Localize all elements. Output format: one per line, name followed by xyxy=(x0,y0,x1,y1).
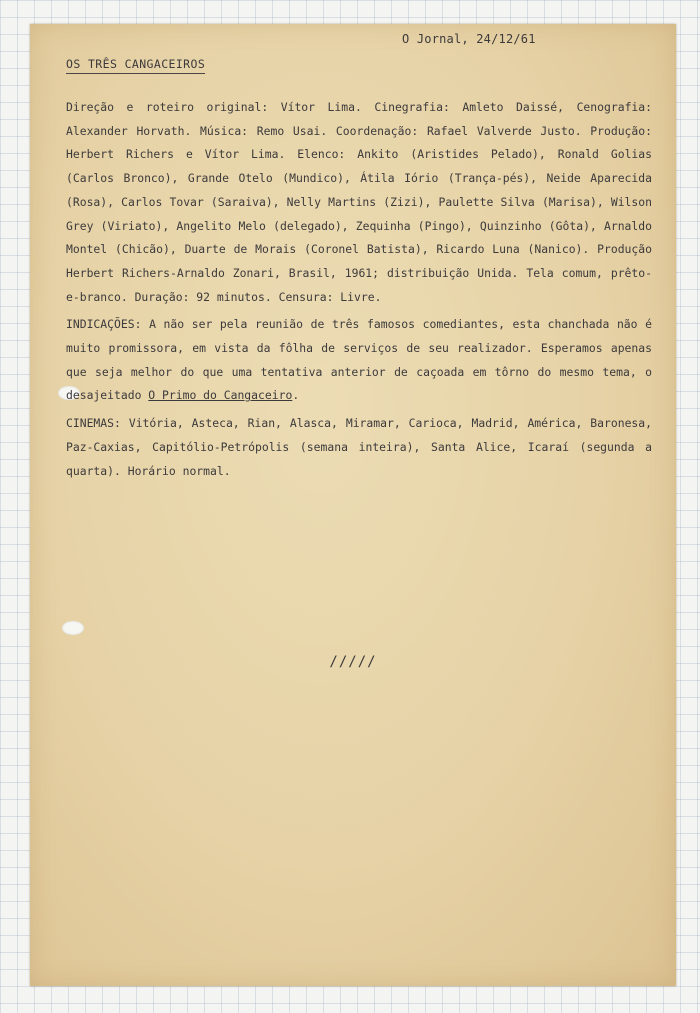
indicacoes-paragraph xyxy=(66,313,652,408)
review-title: OS TRÊS CANGACEIROS xyxy=(66,57,205,74)
document-page xyxy=(30,24,676,986)
indicacoes-text: A não ser pela reunião de três famosos comediantes, esta chanchada não é muito promissora, em vista da fôlha de serviços de seu realizador. Esperamos apenas que seja melhor do que uma tentativa anterior de caçoada em tôrno do mesmo tema, o desajeitado xyxy=(66,317,652,403)
cinemas-text: Vitória, Asteca, Rian, Alasca, Miramar, Carioca, Madrid, América, Baronesa, Paz-Caxias, Capitólio-Petrópolis (semana inteira), Santa Alice, Icaraí (segunda a quarta). Horário normal. xyxy=(66,416,652,478)
indicacoes-label: INDICAÇÕES: xyxy=(66,317,142,332)
indicacoes-end: . xyxy=(292,388,300,403)
credits-paragraph: Direção e roteiro original: Vítor Lima. Cinegrafia: Amleto Daissé, Cenografia: Alexander Horvath. Música: Remo Usai. Coordenação: Rafael Valverde Justo. Produção: Herbert Richers e Vítor Lima. Elenco: Ankito (Aristides Pelado), Ronald Golias (Carlos Bronco), Grande Otelo (Mundico), Átila Iório (Trança-pés), Neide Aparecida (Rosa), Carlos Tovar (Saraiva), Nelly Martins (Zizi), Paulette Silva (Marisa), Wilson Grey (Viriato), Angelito Melo (delegado), Zequinha (Pingo), Quinzinho (Gôta), Arnaldo Montel (Chicão), Duarte de Morais (Coronel Batista), Ricardo Luna (Nanico). Produção Herbert Richers-Arnaldo Zonari, Brasil, 1961; distribuição Unida. Tela comum, prêto-e-branco. Duração: 92 minutos. Censura: Livre. xyxy=(66,100,652,304)
end-separator: ///// xyxy=(329,654,377,670)
punch-hole xyxy=(62,621,84,635)
cinemas-label: CINEMAS: xyxy=(66,416,121,431)
film-reference: O Primo do Cangaceiro xyxy=(148,388,293,403)
cinemas-paragraph xyxy=(66,412,652,483)
dateline: O Jornal, 24/12/61 xyxy=(402,32,536,46)
review-body xyxy=(66,96,652,487)
